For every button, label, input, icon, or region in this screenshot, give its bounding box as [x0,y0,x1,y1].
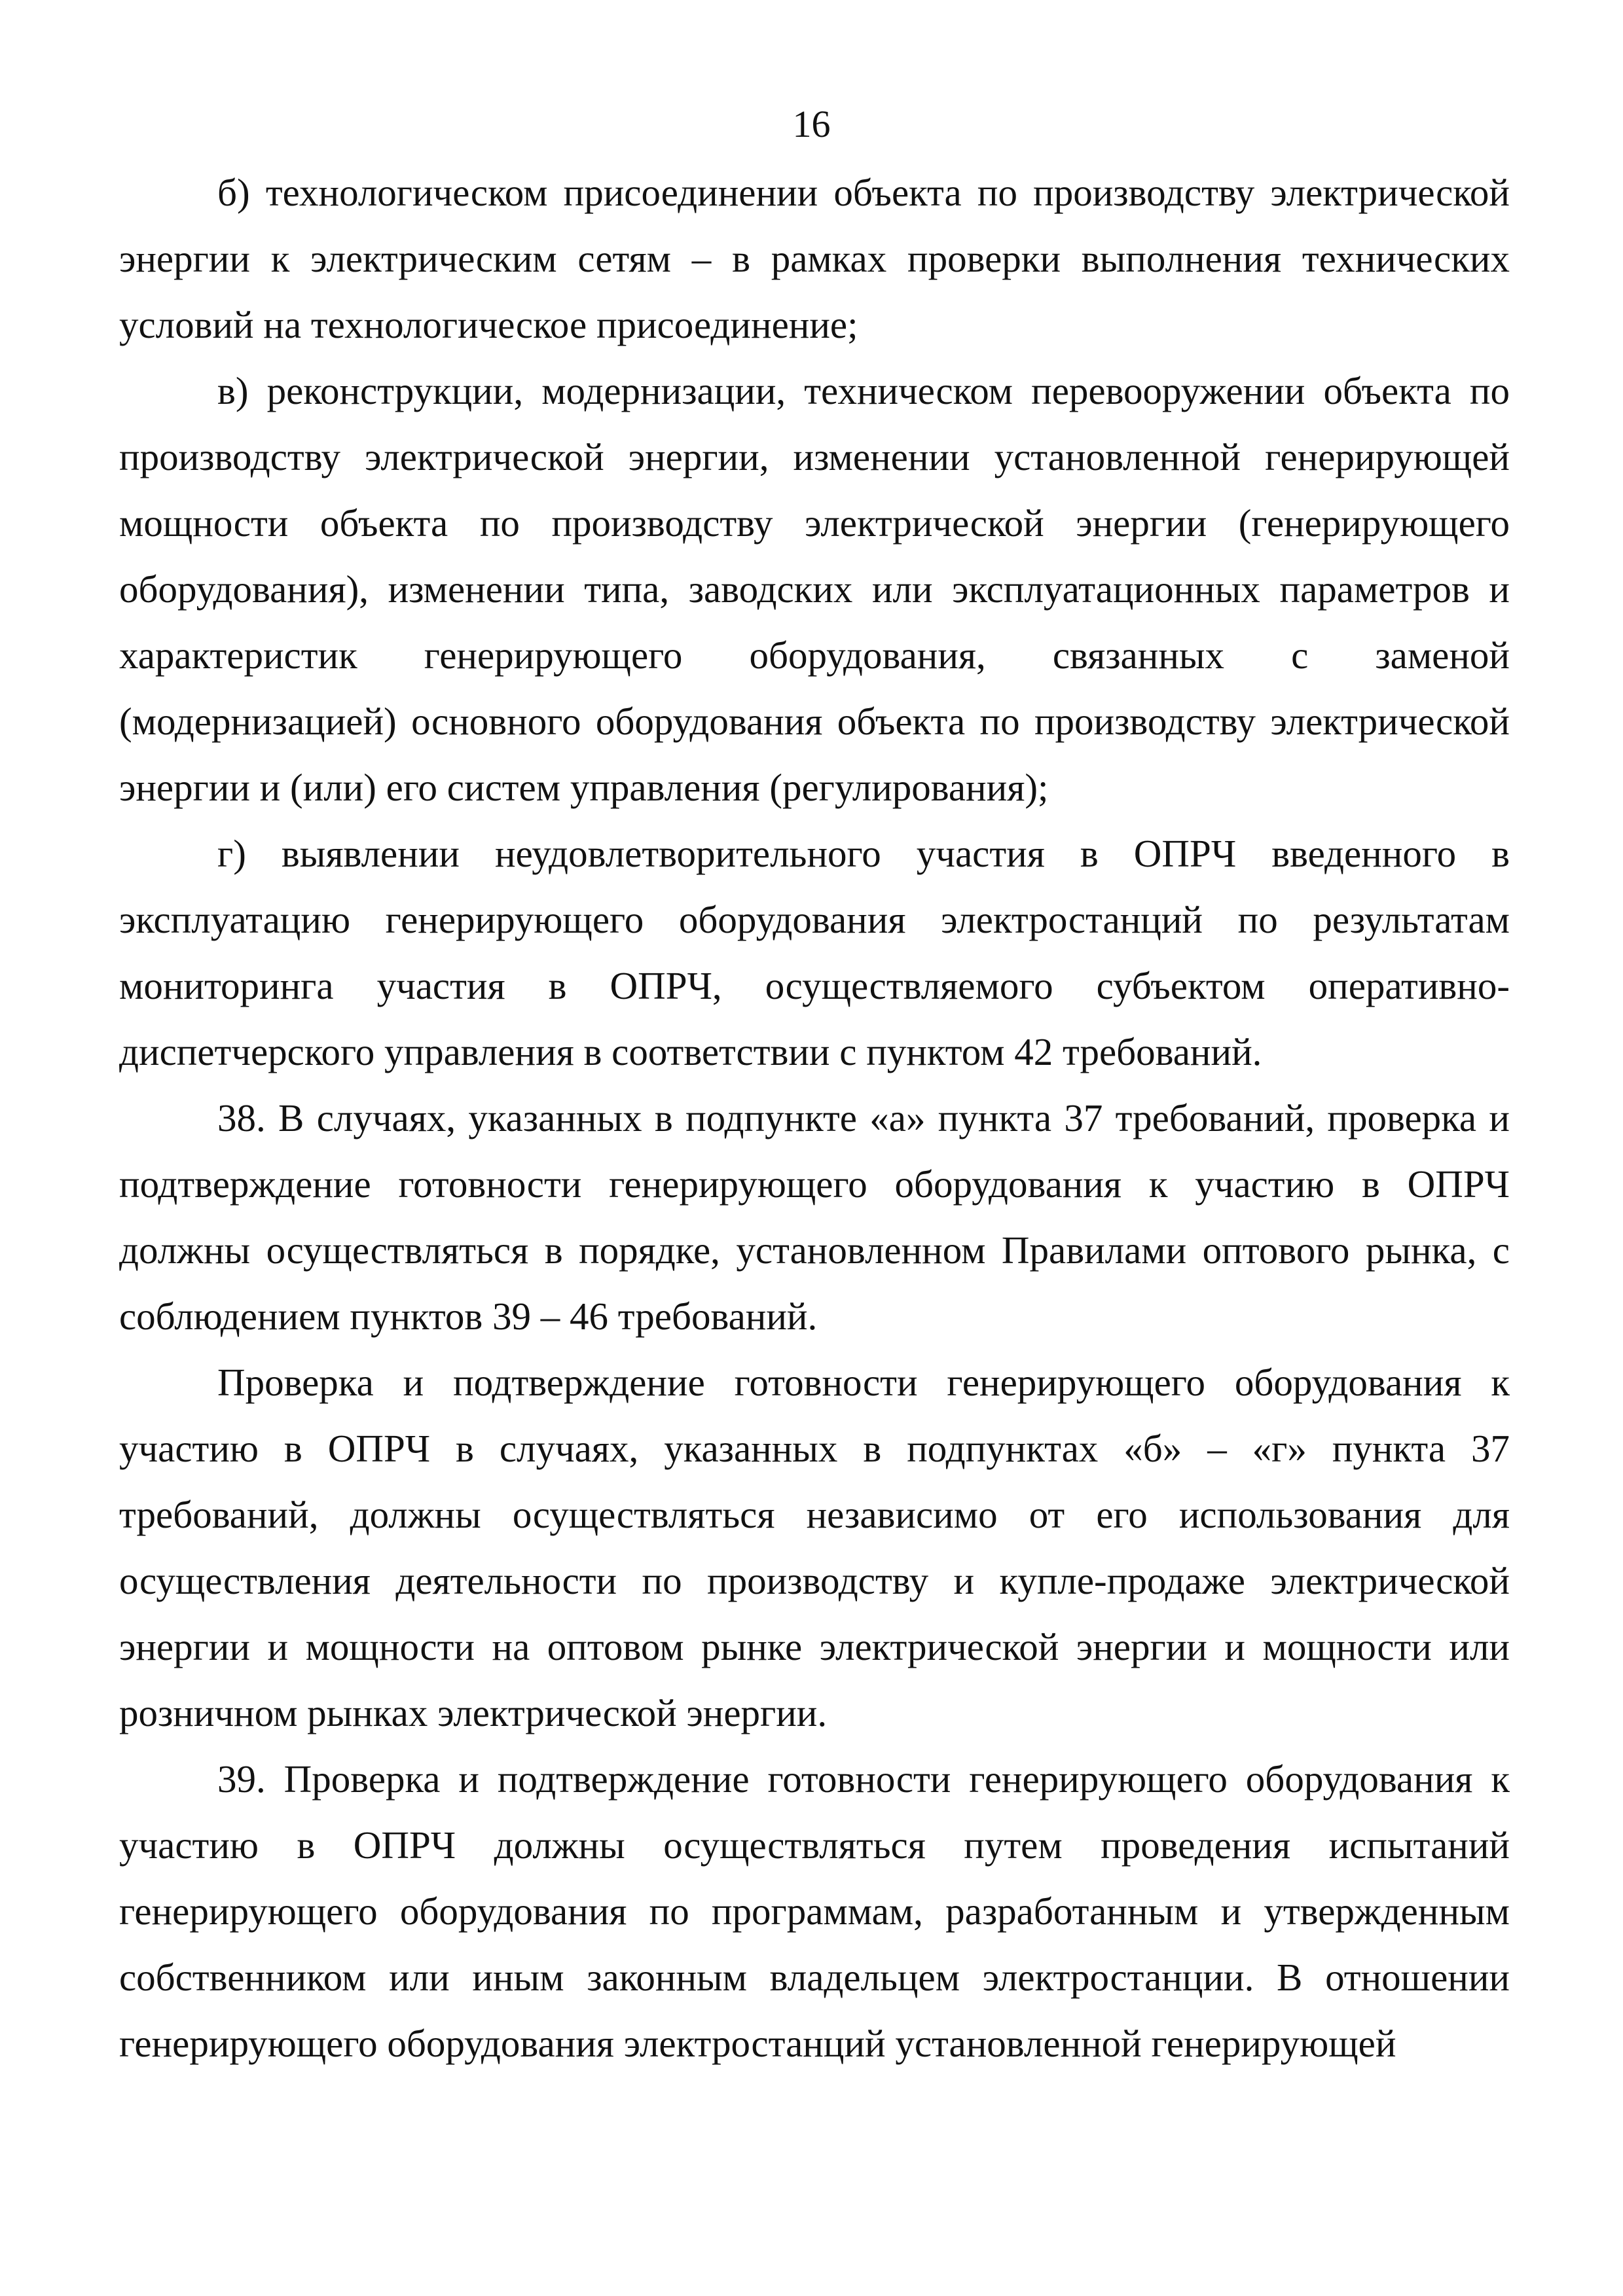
paragraph-39: 39. Проверка и подтверждение готовности генерирующего оборудования к участию в ОПРЧ должны осуществляться путем проведения испытаний генерирующего оборудования по программам, разработанным и утвержденным собственником или иным законным владельцем электростанции. В отношении генерирующего оборудования электростанций установленной генерирующей [119,1757,1510,2065]
paragraph-b: б) технологическом присоединении объекта по производству электрической энергии к электрическим сетям – в рамках проверки выполнения технических условий на технологическое присоединение; [119,171,1510,346]
paragraph-v: в) реконструкции, модернизации, техническом перевооружении объекта по производству электрической энергии, изменении установленной генерирующей мощности объекта по производству электрической энергии (генерирующего оборудования), изменении типа, заводских или эксплуатационных параметров и характеристик генерирующего оборудования, связанных с заменой (модернизацией) основного оборудования объекта по производству электрической энергии и (или) его систем управления (регулирования); [119,369,1510,809]
document-body [119,160,1510,2077]
paragraph-38-continued: Проверка и подтверждение готовности генерирующего оборудования к участию в ОПРЧ в случаях, указанных в подпунктах «б» – «г» пункта 37 требований, должны осуществляться независимо от его использования для осуществления деятельности по производству и купле-продаже электрической энергии и мощности на оптовом рынке электрической энергии и мощности или розничном рынках электрической энергии. [119,1361,1510,1734]
paragraph-38: 38. В случаях, указанных в подпункте «а» пункта 37 требований, проверка и подтверждение готовности генерирующего оборудования к участию в ОПРЧ должны осуществляться в порядке, установленном Правилами оптового рынка, с соблюдением пунктов 39 – 46 требований. [119,1096,1510,1338]
page-number: 16 [792,103,831,145]
paragraph-g: г) выявлении неудовлетворительного участия в ОПРЧ введенного в эксплуатацию генерирующего оборудования электростанций по результатам мониторинга участия в ОПРЧ, осуществляемого субъектом оперативно-диспетчерского управления в соответствии с пунктом 42 требований. [119,832,1510,1073]
